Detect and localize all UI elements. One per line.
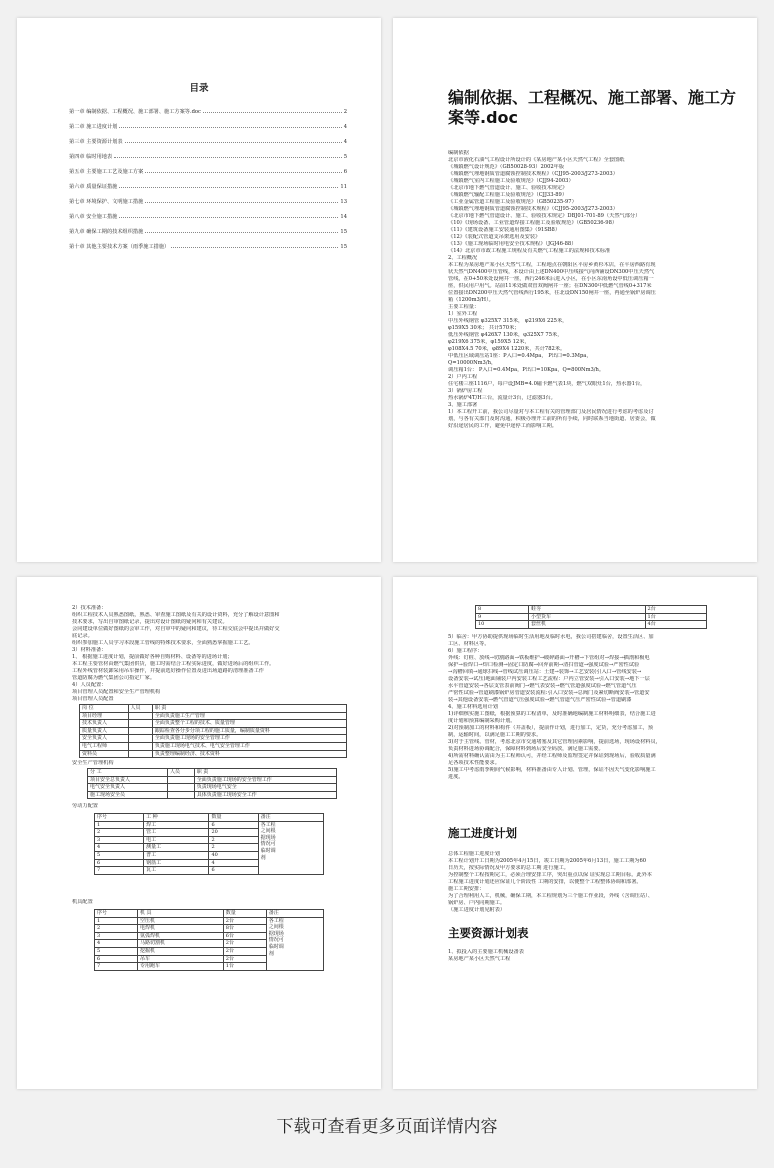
table-row bbox=[80, 720, 347, 728]
header-cell: 机 具 bbox=[137, 910, 223, 918]
table-cell: 管工 bbox=[144, 829, 209, 837]
text-line: 组织参加施工人员学习本段施工管线的特殊技术要求，全面熟悉掌握施工工艺。 bbox=[72, 640, 254, 646]
text-line: 《北京市地下燃气管道设计、施工、验收技术规定》 bbox=[448, 185, 568, 191]
toc-entry-page: 14 bbox=[340, 214, 347, 220]
resource-body bbox=[448, 949, 748, 963]
toc-entry bbox=[69, 205, 347, 220]
note-line: 据现场 bbox=[260, 834, 276, 841]
table-cell: 电气安全负责人 bbox=[88, 784, 168, 792]
text-line: 工区、材料区等。 bbox=[448, 641, 490, 647]
header-cell: 备注 bbox=[258, 814, 323, 822]
text-line: 《城镇燃气设计规范》（GB50028-93）2002年版 bbox=[448, 164, 565, 170]
text-line: Q=10000Nm3/h， bbox=[448, 360, 497, 366]
note-line: 剂 bbox=[260, 854, 266, 861]
table-cell: 套丝机 bbox=[528, 621, 645, 629]
text-line: 中压外线钢管 φ325X7 315米， φ219X6 225米， bbox=[448, 318, 568, 324]
text-line: 本工程为某房地产某小区天然气工程，工程地点在朝阳区平房乡黄杉木店，在平房西路有现 bbox=[448, 262, 656, 268]
text-line: 组织工程技术人员熟悉图纸，熟悉、审查施工图纸及有关的设计资料，充分了解设计意图和 bbox=[72, 612, 280, 618]
table-row bbox=[88, 791, 337, 799]
toc-title: 目录 bbox=[189, 83, 209, 94]
text-line: 低压外线钢管 φ426X7 130米，φ325X7 75米， bbox=[448, 332, 563, 338]
table-cell: 安全负责人 bbox=[80, 735, 129, 743]
text-line: 项目管理人员配置 bbox=[72, 696, 114, 702]
machine-label: 机具配置 bbox=[72, 899, 93, 905]
toc-entry-title: 第三章 主要资源计划表 bbox=[69, 139, 123, 145]
text-line: 本工程计划开工日期为2005年4月15日，竣工日期为2005年6月13日，施工工期为60 bbox=[448, 858, 647, 864]
note-cell bbox=[266, 917, 323, 970]
text-line: 4)所需材料确认需由为主工程师认可，并经工程师及监理签定并保证到现场后，验收质量满 bbox=[448, 753, 656, 759]
text-line: 管道防腐为燃气集团公司指定厂家。 bbox=[72, 675, 156, 681]
table-cell: 6 bbox=[209, 867, 258, 875]
table-cell: 瓦工 bbox=[144, 867, 209, 875]
table-row bbox=[88, 776, 337, 784]
table-cell: 蛙夯 bbox=[528, 606, 645, 614]
table-cell: 项目经理 bbox=[80, 712, 129, 720]
table-cell: 3 bbox=[95, 836, 144, 844]
toc-entry-title: 第十章 其他主要技术方案（雨季施工措施） bbox=[69, 244, 170, 250]
machine-table bbox=[94, 909, 324, 971]
text-line: 1、拟投入的主要施工机械设备表 bbox=[448, 949, 524, 955]
toc-entry-title: 第七章 环境保护、文明施工措施 bbox=[69, 199, 144, 205]
download-more-caption: 下载可查看更多页面详情内容 bbox=[276, 1117, 498, 1137]
toc-leader bbox=[203, 112, 342, 113]
table-cell: 挖掘机 bbox=[137, 947, 223, 955]
table-cell: 技术负责人 bbox=[80, 720, 129, 728]
text-line: 管线，在0+50米处设闸井一座，西行246米后进入小区，在小区东南角设中低压调压箱一 bbox=[448, 276, 654, 282]
table-row bbox=[88, 784, 337, 792]
table-cell: 钢筋工 bbox=[144, 859, 209, 867]
text-line: φ159X5 30米； 共计570米； bbox=[448, 325, 520, 331]
toc-leader bbox=[119, 187, 338, 188]
text-line: 施工工期安排： bbox=[448, 886, 485, 892]
table-cell: 7 bbox=[95, 963, 138, 971]
text-line: 箱（1200m3/H）。 bbox=[448, 297, 494, 303]
toc-entry bbox=[69, 235, 347, 250]
table-cell bbox=[168, 784, 195, 792]
text-line: 1）本工程开工前，我公司尽量对与本工程有关的管理部门及居民情况进行考虑的考虑及讨 bbox=[448, 409, 654, 415]
staff-table bbox=[79, 704, 347, 758]
toc-leader bbox=[145, 232, 338, 233]
table-cell: 施工现场安全员 bbox=[88, 791, 168, 799]
text-line: 3）锅炉房工程 bbox=[448, 388, 483, 394]
text-line: 1)详细核实施工图纸，根据预算的工程清单，及时准确地编制施工材料明细表，结合施工进 bbox=[448, 711, 656, 717]
table-row bbox=[80, 750, 347, 758]
text-line: 主要工程量： bbox=[448, 304, 480, 310]
text-line: 北京市液化石油气工程设计所设计的《某房地产某小区天然气工程》全套图纸 bbox=[448, 157, 625, 163]
table-cell bbox=[168, 776, 195, 784]
table-cell: 4 bbox=[95, 844, 144, 852]
progress-heading: 施工进度计划 bbox=[448, 826, 517, 840]
text-line: 《11》《建筑设备施工安装通用图集》（91SB8） bbox=[448, 227, 561, 233]
toc-leader bbox=[119, 127, 341, 128]
table-cell: 40 bbox=[209, 851, 258, 859]
text-line: 2)对预制加工的材料和构件（井盖板），提前作计划，进行加工，定货，充分考虑加工，预 bbox=[448, 725, 654, 731]
text-line: 度计划和预算编制采购计划。 bbox=[448, 718, 516, 724]
toc-entry-page: 15 bbox=[340, 244, 347, 250]
table-cell: 2 bbox=[209, 836, 258, 844]
toc-entry-title: 第二章 施工进度计划 bbox=[69, 124, 118, 130]
text-line: 《城镇燃气埋地钢质管道腐蚀控制技术规程》（CJJ95-2003/J273-2003） bbox=[448, 171, 618, 177]
table-cell: 全面负责施工现场的安全管理工作 bbox=[152, 735, 346, 743]
text-line: 好沿途居民的工作，避免中途停工而影响工期。 bbox=[448, 423, 557, 429]
toc-entry-title: 第四章 临时用地表 bbox=[69, 154, 113, 160]
table-cell bbox=[128, 735, 152, 743]
table-cell: 2台 bbox=[223, 947, 266, 955]
text-line: 《城镇燃气室内工程施工及验收规范》（CJJ94-2003） bbox=[448, 178, 574, 184]
toc-entry-page: 6 bbox=[343, 169, 347, 175]
text-line: 座，供民用户用气。站前11米处做双管双阀闸井一座；在DN300中低燃气管线0+317米 bbox=[448, 283, 652, 289]
toc-entry-page: 4 bbox=[343, 139, 347, 145]
table-cell: 电工 bbox=[144, 836, 209, 844]
header-cell: 备注 bbox=[266, 910, 323, 918]
table-cell: 焊工 bbox=[144, 821, 209, 829]
table-row bbox=[80, 735, 347, 743]
text-line: 5)施工中考虑雨季期间气候影响，材料准备由专人计划、管理，保证不因天气变化影响施工 bbox=[448, 767, 656, 773]
toc-entry bbox=[69, 175, 347, 190]
header-cell: 序号 bbox=[95, 814, 144, 822]
header-cell: 工 种 bbox=[144, 814, 209, 822]
text-line: 位置接出DN200中压天然气管线西行195米，往北设DN150闸井一座，再通至锅炉房调压 bbox=[448, 290, 656, 296]
table-cell: 6 bbox=[95, 955, 138, 963]
labor-table bbox=[94, 813, 324, 875]
text-line: 中低压区域调压站1座：P入口=0.4Mpa， P出口=0.3Mpa， bbox=[448, 353, 592, 359]
table-cell: 小型货车 bbox=[528, 613, 645, 621]
text-line: 《10》《现场设备、工业管道焊接工程施工及验收规范》（GB50236-98） bbox=[448, 220, 618, 226]
table-header-row bbox=[95, 814, 324, 822]
toc-entry-title: 第一章 编制依据、工程概况、施工部署、施工方案等.doc bbox=[69, 109, 201, 115]
table-cell: 20 bbox=[209, 829, 258, 837]
safety-label: 安全生产管理机构 bbox=[72, 760, 114, 766]
table-cell: 分 工 bbox=[88, 769, 168, 777]
toc-entry-title: 第五章 主要施工工艺及施工方案 bbox=[69, 169, 144, 175]
table-cell: 资料员 bbox=[80, 750, 129, 758]
note-line: 情况可 bbox=[260, 841, 276, 848]
text-line: 会同建设单位做好图纸的会审工作，对自审中的疑问和建议，待工程交底会中提出并做好交 bbox=[72, 626, 280, 632]
toc-entry bbox=[69, 130, 347, 145]
toc-leader bbox=[114, 157, 342, 158]
toc-leader bbox=[125, 142, 342, 143]
table-cell bbox=[128, 742, 152, 750]
document-page-3 bbox=[17, 577, 381, 1089]
text-line: 《城镇燃气输配工程施工及验收规范》（CJJ33-89） bbox=[448, 192, 568, 198]
table-cell: 普工 bbox=[144, 851, 209, 859]
text-line: φ108X4.5 70米，φ89X4 1220米，共计782米。 bbox=[448, 346, 566, 352]
table-cell: 2台 bbox=[223, 917, 266, 925]
table-cell: 电气工程师 bbox=[80, 742, 129, 750]
toc-entry-page: 13 bbox=[340, 199, 347, 205]
toc-entry bbox=[69, 115, 347, 130]
toc-entry bbox=[69, 160, 347, 175]
text-line: 保护→验焊口→焊口检测→固定口防腐→回弃前期→清扫管道→强度试验→严密性试验 bbox=[448, 662, 640, 668]
text-line: 《12》《装配式管道支吊架选用及安装》 bbox=[448, 234, 541, 240]
table-cell bbox=[128, 750, 152, 758]
note-line: 各工程 bbox=[268, 917, 284, 924]
table-cell: 项目安全总负责人 bbox=[88, 776, 168, 784]
table-cell: 8台 bbox=[223, 925, 266, 933]
toc-list bbox=[69, 100, 347, 250]
text-line: 3）材料准备： bbox=[72, 647, 107, 653]
table-cell: 全面负责施工现场的安全管理工作 bbox=[194, 776, 336, 784]
page-3-body bbox=[72, 605, 372, 703]
toc-entry bbox=[69, 145, 347, 160]
table-cell: 2台 bbox=[645, 606, 706, 614]
text-line: 4、施工材料选用计划 bbox=[448, 704, 498, 710]
text-line: 1）室外工程 bbox=[448, 311, 478, 317]
table-row bbox=[80, 705, 347, 713]
note-cell bbox=[258, 821, 323, 874]
note-line: 临时调 bbox=[268, 943, 284, 950]
table-cell: 1台 bbox=[223, 963, 266, 971]
note-line: 各工程 bbox=[260, 821, 276, 828]
table-cell: 吊车 bbox=[137, 955, 223, 963]
text-line: →沟槽回填→通球扫线→管线试压调压站：土建→装饰→工艺安装(引入口→管线安装→ bbox=[448, 669, 642, 675]
header-cell: 数量 bbox=[209, 814, 258, 822]
document-page-4 bbox=[393, 577, 757, 1089]
table-cell: 全面负责施工生产管理 bbox=[152, 712, 346, 720]
toc-leader bbox=[145, 172, 341, 173]
text-line: 《北京市地下燃气管道设计、施工、验收技术规定》DBJ01-701-89（天然气部分） bbox=[448, 213, 641, 219]
table-cell: 4 bbox=[95, 940, 138, 948]
text-line: 为控制整个工程按期完工，必须合理安排工序，突出重点以保 证实现总工期目标。此外本 bbox=[448, 872, 652, 878]
text-line: 总体工程施工进度计划 bbox=[448, 851, 500, 857]
machine-label-wrap bbox=[72, 899, 93, 906]
toc-entry bbox=[69, 100, 347, 115]
table-cell: 人员 bbox=[128, 705, 152, 713]
table-row bbox=[476, 606, 707, 614]
toc-entry-page: 4 bbox=[343, 124, 347, 130]
text-line: 严密性试验→管道刷漆锅炉房管道安装流程:引入口安装→总阀门及紧切断阀安装→管道安 bbox=[448, 690, 650, 696]
toc-entry-title: 第六章 质量保证措施 bbox=[69, 184, 118, 190]
text-line: 2、工程概况 bbox=[448, 255, 478, 261]
safety-label-wrap bbox=[72, 760, 114, 767]
toc-leader bbox=[145, 202, 338, 203]
text-line: 住宅楼三座1116户，每户设JMB=4.0磁卡燃气表1块，燃气双眼灶1台，热水器1台， bbox=[448, 381, 646, 387]
table-cell: 6 bbox=[95, 859, 144, 867]
document-page-2 bbox=[393, 18, 757, 562]
safety-table bbox=[87, 768, 337, 799]
text-line: 热水锅炉4T/H三台，流量计3台，过滤器3台。 bbox=[448, 395, 556, 401]
text-line: 项目管理人员配置和安全生产管理机构 bbox=[72, 689, 161, 695]
note-line: 临时调 bbox=[260, 847, 276, 854]
table-cell: 马路切割机 bbox=[137, 940, 223, 948]
table-cell: 5 bbox=[95, 947, 138, 955]
table-cell: 2 bbox=[95, 925, 138, 933]
text-line: 日历天，按实际情况及甲方要求的总工期 进行施工。 bbox=[448, 865, 569, 871]
note-line: 之间根 bbox=[260, 828, 276, 835]
toc-entry bbox=[69, 190, 347, 205]
text-line: 外线：钉桩、放线→切割路面→铁板维护→破碎路面→开槽→下管组对→焊接→插剖和极电 bbox=[448, 655, 650, 661]
document-title: 编制依据、工程概况、施工部署、施工方案等.doc bbox=[448, 88, 737, 127]
toc-entry-title: 第九章 确保工期的技术组织措施 bbox=[69, 229, 144, 235]
toc-leader bbox=[171, 247, 338, 248]
text-line: 《14》北京市市政工程施工规程及有关燃气工程施工的法规和技术标准 bbox=[448, 248, 611, 254]
table-row bbox=[476, 613, 707, 621]
table-cell: 负责整理编制经济、技术资料 bbox=[152, 750, 346, 758]
table-cell: 测量工 bbox=[144, 844, 209, 852]
header-cell: 序号 bbox=[95, 910, 138, 918]
table-cell bbox=[128, 727, 152, 735]
document-page-1 bbox=[17, 18, 381, 562]
text-line: 进度。 bbox=[448, 774, 464, 780]
toc-leader bbox=[119, 217, 338, 218]
text-line: φ219X6 375米，φ159X5 12米， bbox=[448, 339, 530, 345]
text-line: 1、 根据施工进度计划，提前做好各种自购材料、设备等的进场计划； bbox=[72, 654, 233, 660]
text-line: 3、施工部署 bbox=[448, 402, 478, 408]
header-cell: 数量 bbox=[223, 910, 266, 918]
text-line: 编制依据 bbox=[448, 150, 469, 156]
progress-body bbox=[448, 851, 748, 914]
table-header-row bbox=[95, 910, 324, 918]
text-line: 工程外线管材装卸采用吊车操作，并提前选好操作位置及进出场道路的清理准备工作 bbox=[72, 668, 264, 674]
text-line: （施工进度计划见附表） bbox=[448, 907, 506, 913]
text-line: 水平管道安装→各层支管表前阀门→燃气表安装→燃气管道强度试验→燃气管道气压 bbox=[448, 683, 637, 689]
table-cell: 电焊机 bbox=[137, 925, 223, 933]
toc-entry bbox=[69, 220, 347, 235]
text-line: 某房地产某小区天然气工程 bbox=[448, 956, 511, 962]
table-row bbox=[80, 742, 347, 750]
table-row bbox=[95, 917, 324, 925]
text-line: 设备安装→试压)地面铺装户内安装工程工艺流程：户内立管安装→引入口安装→地下一层 bbox=[448, 676, 650, 682]
text-line: 6）施工程序： bbox=[448, 648, 483, 654]
table-cell: 质量负责人 bbox=[80, 727, 129, 735]
toc-entry-title: 第八章 安全施工措施 bbox=[69, 214, 118, 220]
table-cell: 2 bbox=[95, 829, 144, 837]
table-row bbox=[80, 727, 347, 735]
table-cell: 1台 bbox=[645, 613, 706, 621]
page-4-body bbox=[448, 634, 748, 781]
table-row bbox=[476, 621, 707, 629]
table-cell: 2 bbox=[209, 844, 258, 852]
text-line: 装→其他设备安装→燃气管道气压强度试验→燃气管道气压严密性试验→管道刷漆 bbox=[448, 697, 632, 703]
labor-label: 劳动力配置 bbox=[72, 803, 98, 809]
text-line: 状天然气DN400中压管线，本设计由上述DN400中压线接气向西铺设DN300中压天然气 bbox=[448, 269, 655, 275]
table-cell: 1 bbox=[95, 821, 144, 829]
text-line: 《城镇燃气埋地钢质管道腐蚀控制技术规程》（CJJ95-2003/J273-2003） bbox=[448, 206, 618, 212]
table-cell: 6 bbox=[209, 821, 258, 829]
table-cell: 负责现场电气安全 bbox=[194, 784, 336, 792]
table-cell: 全面负责整个工程的技术、质量管理 bbox=[152, 720, 346, 728]
text-line: 3)对于主管线、管材，考虑北京市交通堵塞及其它管理因素影响，提前选场，现场设材料员， bbox=[448, 739, 661, 745]
table-cell bbox=[168, 791, 195, 799]
text-line: 划，与各有关部门及时沟通，积极办理开工前的所有手续，同时联系当地街道、居委会，做 bbox=[448, 416, 656, 422]
table-row bbox=[88, 769, 337, 777]
table-cell: 9 bbox=[476, 613, 529, 621]
text-line: 《工业金属管道工程施工及验收规范》（GB50235-97） bbox=[448, 199, 577, 205]
table-cell: 2台 bbox=[223, 955, 266, 963]
text-line: 《13》《施工现场临时用电安全技术规程》（JGJ46-88） bbox=[448, 241, 577, 247]
table-cell: 职 责 bbox=[152, 705, 346, 713]
note-line: 之间根 bbox=[268, 924, 284, 931]
resource-heading: 主要资源计划表 bbox=[448, 926, 529, 940]
table-cell: 8 bbox=[476, 606, 529, 614]
table-cell: 10 bbox=[476, 621, 529, 629]
text-line: 足各项技术性能要求。 bbox=[448, 760, 500, 766]
text-line: 制，运输时间，以满足施工工期的要求。 bbox=[448, 732, 542, 738]
text-line: 锅炉房、户内同期施工。 bbox=[448, 900, 506, 906]
note-line: 情况可 bbox=[268, 937, 284, 944]
equipment-table-continued bbox=[475, 605, 707, 629]
table-cell bbox=[128, 712, 152, 720]
table-cell: 专用跑车 bbox=[137, 963, 223, 971]
table-cell: 人员 bbox=[168, 769, 195, 777]
text-line: 5）临舍：甲方协助提供现场临时生活用地及临时水电，我公司搭建临舍，设置生活区、加 bbox=[448, 634, 654, 640]
text-line: 2）技术准备： bbox=[72, 605, 107, 611]
table-cell: 5 bbox=[95, 851, 144, 859]
table-cell: 跟踪检查各分步分项工程的施工质量，编制质量资料 bbox=[152, 727, 346, 735]
toc-entry-page: 11 bbox=[340, 184, 347, 190]
text-line: 负责材料进场协调配合，保障材料到场后安全码放，满足施工需要。 bbox=[448, 746, 604, 752]
text-line: 为了合理利用人工，机械，确保工期，本工程规划为三个施工作业段，外线（含调压站）、 bbox=[448, 893, 653, 899]
table-row bbox=[95, 821, 324, 829]
toc-entry-page: 5 bbox=[343, 154, 347, 160]
text-line: 技术要求，写出自审图纸记录，提出对设计图纸的疑问和有关建议。 bbox=[72, 619, 228, 625]
toc-entry-page: 2 bbox=[343, 109, 347, 115]
text-line: 2）户内工程 bbox=[448, 374, 478, 380]
table-cell: 负责施工现场电气技术、电气安全管理工作 bbox=[152, 742, 346, 750]
table-cell: 4台 bbox=[645, 621, 706, 629]
text-line: 4）人员配置： bbox=[72, 682, 107, 688]
note-line: 剂 bbox=[268, 950, 274, 957]
note-line: 据现场 bbox=[268, 930, 284, 937]
table-cell: 空压机 bbox=[137, 917, 223, 925]
text-line: 工程施工进度计划还应保证几个阶段性 工期的安排，以便整个工程整体协调和部署。 bbox=[448, 879, 642, 885]
table-cell bbox=[128, 720, 152, 728]
table-row bbox=[80, 712, 347, 720]
table-cell: 职 责 bbox=[194, 769, 336, 777]
text-line: 调压箱1台： P入口=0.4Mpa，P出口=10Kpa，Q=800Nm3/h。 bbox=[448, 367, 605, 373]
table-cell: 7 bbox=[95, 867, 144, 875]
table-cell: 6台 bbox=[223, 932, 266, 940]
table-cell: 4 bbox=[209, 859, 258, 867]
table-cell: 岗 位 bbox=[80, 705, 129, 713]
table-cell: 2台 bbox=[223, 940, 266, 948]
table-cell: 1 bbox=[95, 917, 138, 925]
labor-label-wrap bbox=[72, 803, 98, 810]
toc-entry-page: 15 bbox=[340, 229, 347, 235]
table-cell: 具体负责施工现场安全工作 bbox=[194, 791, 336, 799]
table-cell: 氩弧焊机 bbox=[137, 932, 223, 940]
page-2-body bbox=[448, 150, 748, 430]
table-cell: 3 bbox=[95, 932, 138, 940]
text-line: 底记录。 bbox=[72, 633, 93, 639]
text-line: 本工程主要管材由燃气集团供货，施工时需结合工程实际进度，做好进场后的组织工作。 bbox=[72, 661, 275, 667]
